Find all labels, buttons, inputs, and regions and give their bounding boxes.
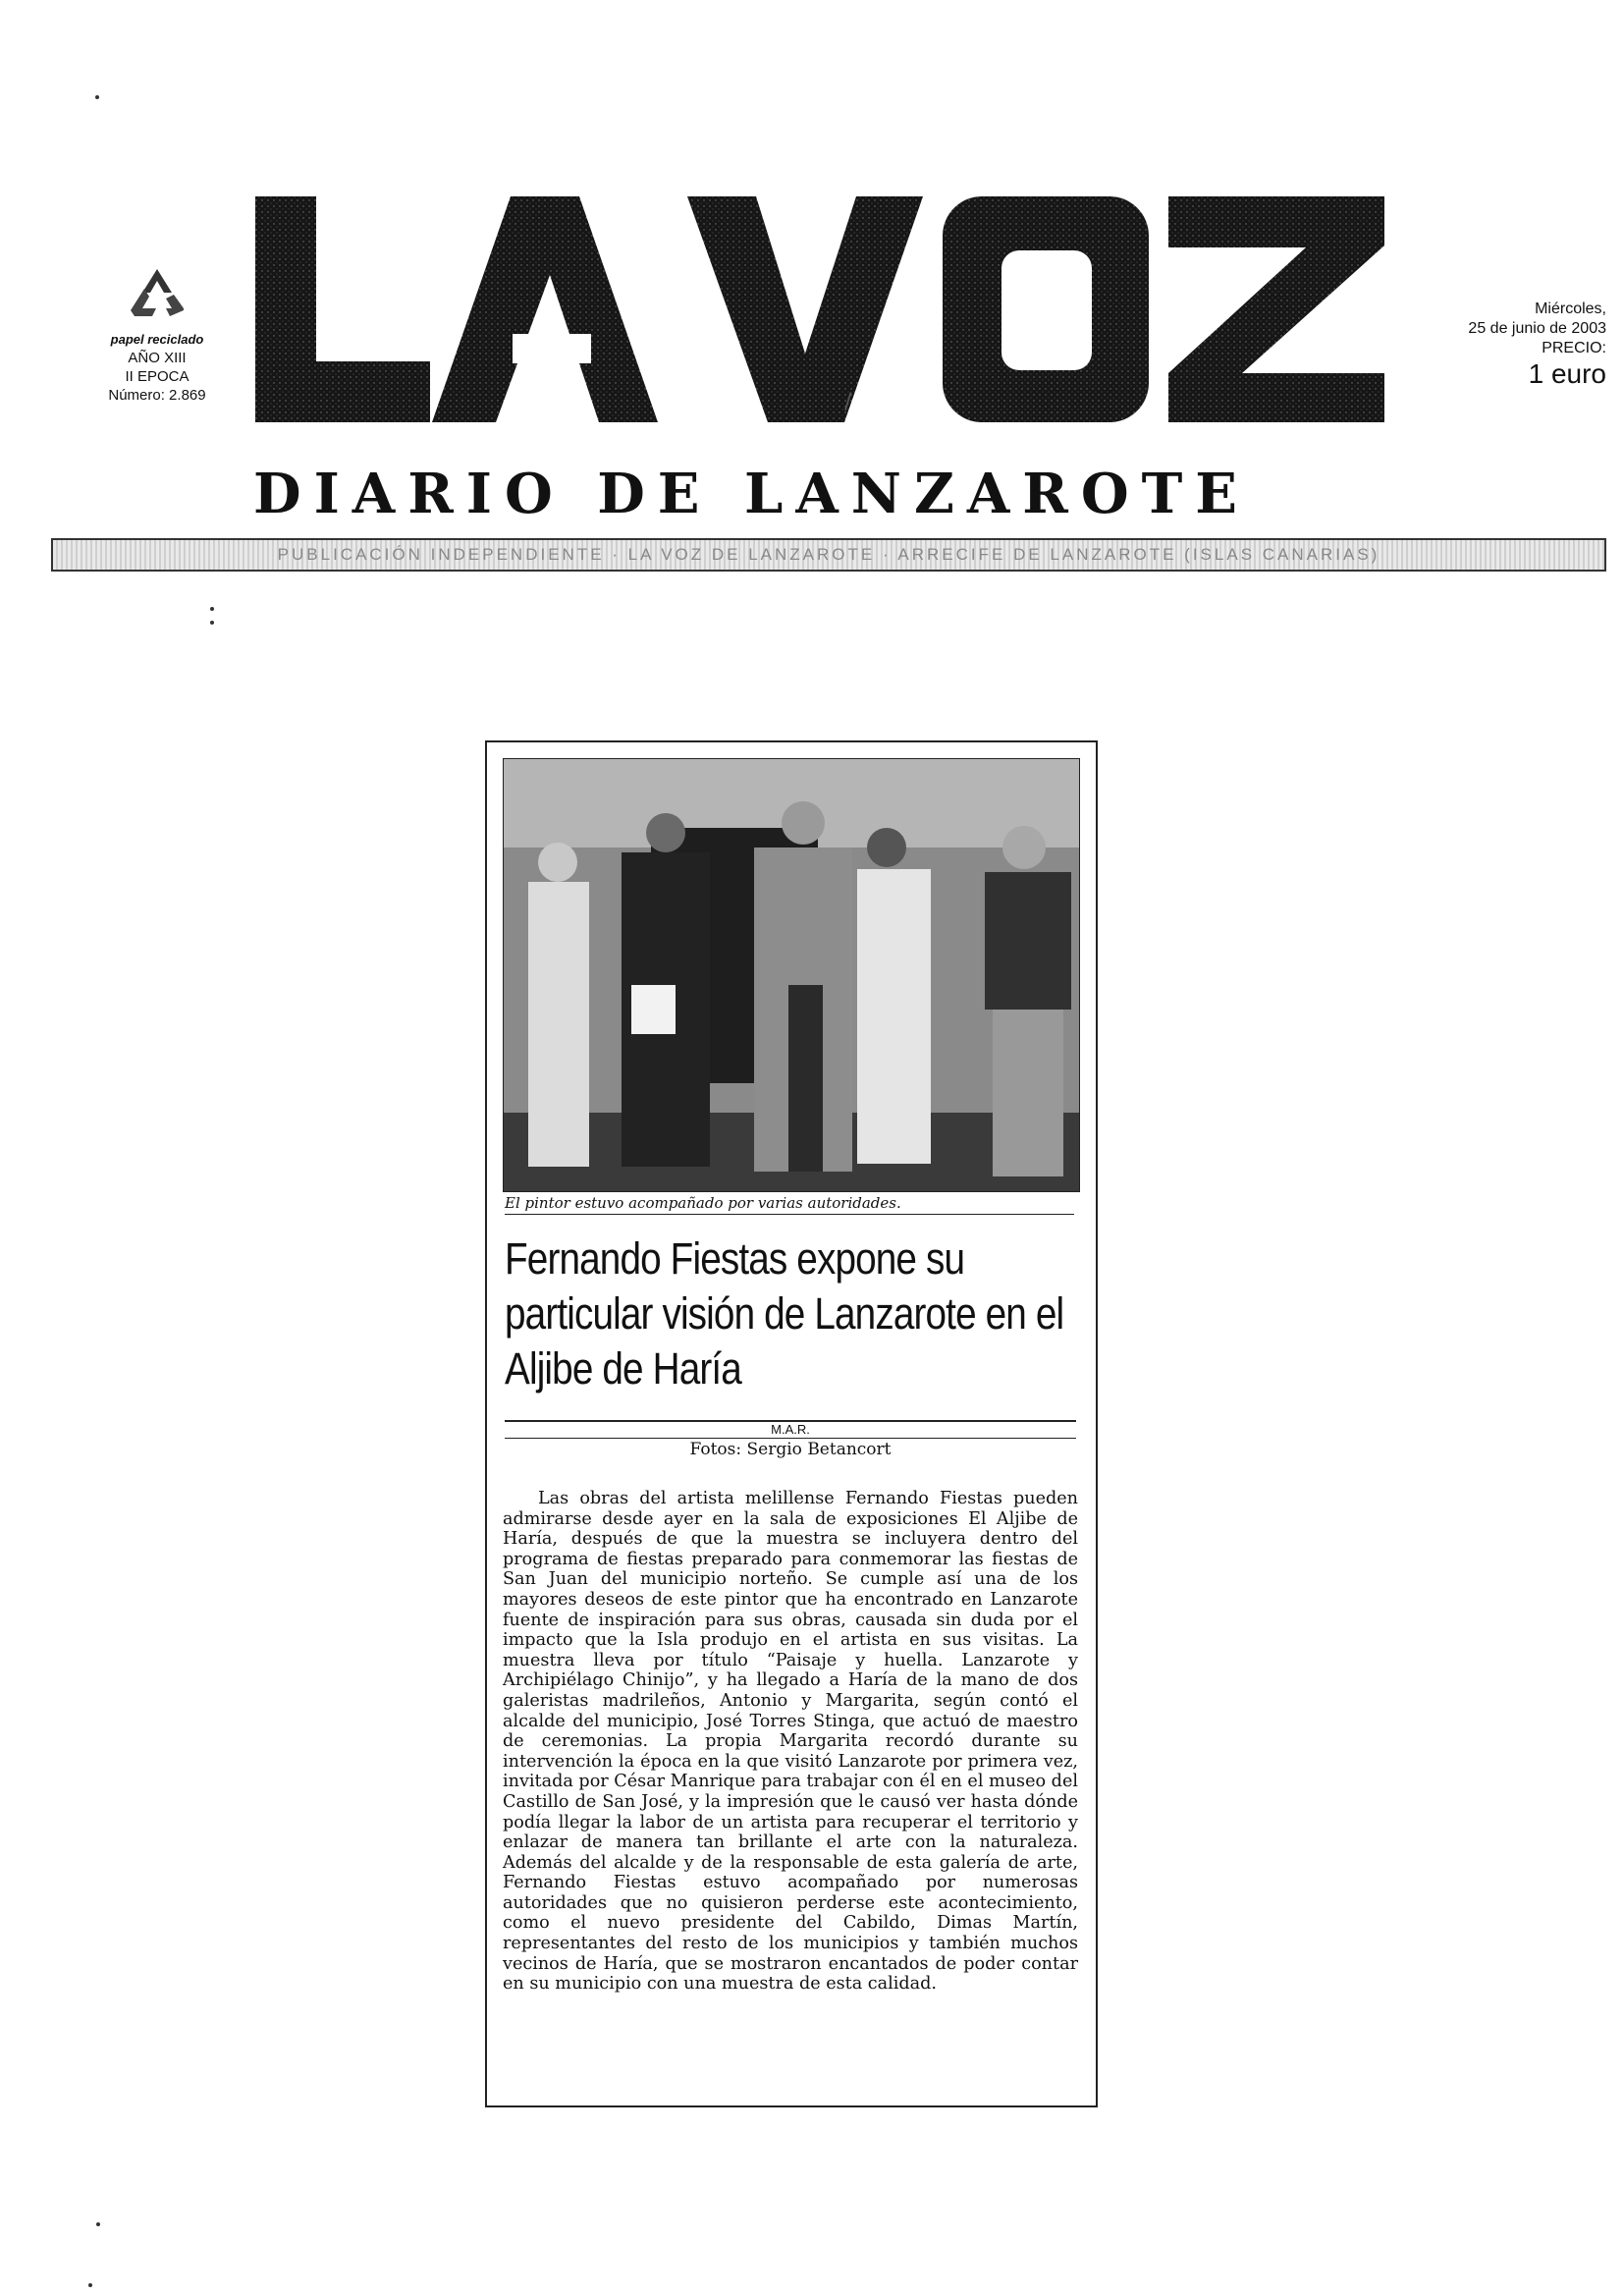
- scan-speck: [88, 2283, 92, 2287]
- year-label: AÑO XIII: [128, 350, 187, 366]
- scan-speck: [95, 95, 99, 99]
- price-label: PRECIO:: [1542, 340, 1606, 356]
- scan-speck: [96, 2222, 100, 2226]
- price-value: 1 euro: [1528, 358, 1606, 389]
- issue-number: Número: 2.869: [108, 387, 206, 404]
- weekday: Miércoles,: [1535, 301, 1606, 317]
- issue-info: [79, 265, 236, 405]
- photo-credit: Fotos: Sergio Betancort: [689, 1440, 892, 1459]
- epoch-label: II EPOCA: [125, 368, 189, 385]
- masthead-banner: PUBLICACIÓN INDEPENDIENTE · LA VOZ DE LANZAROTE · ARRECIFE DE LANZAROTE (ISLAS CANARIAS): [51, 538, 1606, 572]
- issue-date: 25 de junio de 2003: [1468, 320, 1606, 337]
- scan-speck: [210, 621, 214, 625]
- article-body: Las obras del artista melillense Fernando Fiestas pueden admirarse desde ayer en la sala de exposiciones El Aljibe de Haría, después de que la muestra se incluyera dentro del programa de fiestas preparado para conmemorar las fiestas de San Juan del municipio norteño. Se cumple así una de los mayores deseos de este pintor que ha encontrado en Lanzarote fuente de inspiración para sus obras, causada sin duda por el impacto que la Isla produjo en el artista en sus visitas. La muestra lleva por título “Paisaje y huella. Lanzarote y Archipiélago Chinijo”, y ha llegado a Haría de la mano de dos galeristas madrileños, Antonio y Margarita, según contó el alcalde del municipio, José Torres Stinga, que actuó de maestro de ceremonias. La propia Margarita recordó durante su intervención la época en la que visitó Lanzarote por primera vez, invitada por César Manrique para trabajar con él en el museo del Castillo de San José, y la impresión que le causó ver hasta dónde podía llegar la labor de un artista para recuperar el territorio y enlazar de manera tan brillante el arte con la naturaleza. Además del alcalde y de la responsable de esta galería de arte, Fernando Fiestas estuvo acompañado por numerosas autoridades que no quisieron perderse este acontecimiento, como el nuevo presidente del Cabildo, Dimas Martín, representantes del resto de los municipios y también muchos vecinos de Haría, que se mostraron encantados de poder contar en su municipio con una muestra de esta calidad.: [503, 1489, 1078, 1995]
- svg-text:/: /: [844, 390, 852, 414]
- date-price-block: [1371, 300, 1606, 390]
- recycle-logo-icon: [123, 265, 191, 326]
- masthead-logo: [255, 187, 1394, 422]
- article-headline: Fernando Fiestas expone su particular visión de Lanzarote en el Aljibe de Haría: [505, 1233, 1064, 1394]
- article-byline: M.A.R.: [505, 1420, 1076, 1439]
- news-article: [485, 740, 1098, 2107]
- recycled-paper-label: papel reciclado: [110, 332, 204, 347]
- article-photo: [503, 758, 1080, 1192]
- photo-caption: El pintor estuvo acompañado por varias autoridades.: [505, 1194, 1074, 1215]
- svg-text:VA: VA: [148, 297, 162, 307]
- scan-speck: [210, 607, 214, 611]
- masthead-subtitle: DIARIO DE LANZAROTE: [253, 462, 1250, 526]
